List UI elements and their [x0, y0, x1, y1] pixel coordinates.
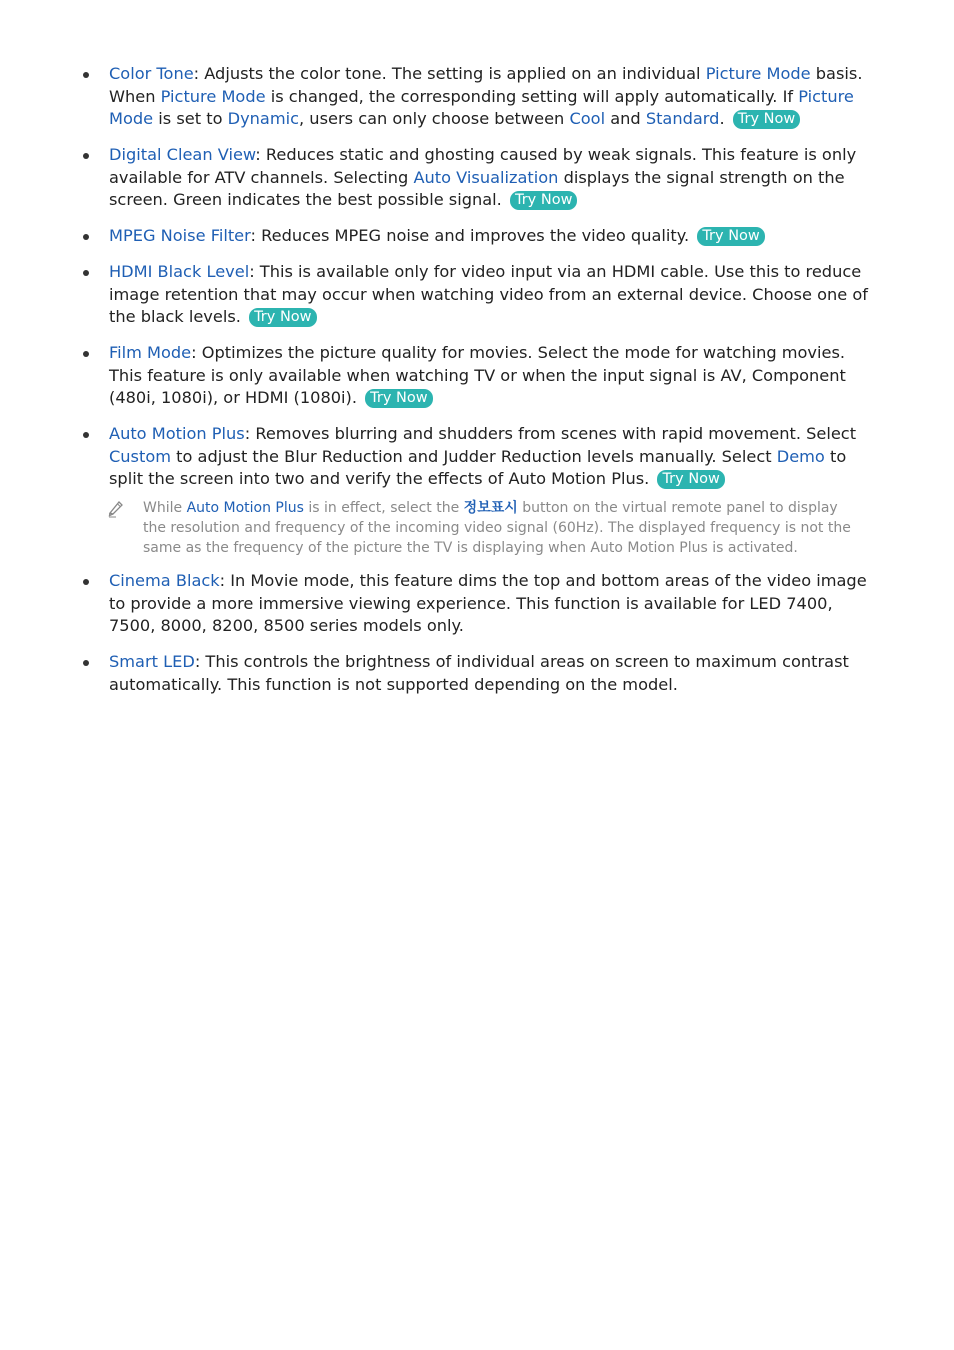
text: to adjust the Blur Reduction and Judder Reduction levels manually. Select	[171, 446, 777, 466]
term-color-tone: Color Tone	[109, 64, 194, 83]
list-item-film-mode	[0, 342, 883, 410]
bullet	[83, 153, 89, 159]
bullet	[83, 432, 89, 438]
pencil-icon	[106, 498, 126, 518]
text: is in effect, select the	[303, 500, 464, 516]
text: is changed, the corresponding setting will apply automatically. If	[265, 86, 799, 106]
text: : This is available only for video input via an HDMI cable. Use this to reduce image retention that may occur when watching video from an external device. Choose one of the black levels.	[109, 262, 868, 326]
bullet	[83, 579, 89, 585]
term-auto-motion-plus: Auto Motion Plus	[186, 500, 304, 516]
try-now-button-film-mode[interactable]: Try Now	[365, 389, 432, 408]
term-hdmi-black-level: HDMI Black Level	[109, 262, 250, 281]
term-picture-mode: Picture Mode	[160, 86, 266, 106]
try-now-button-color-tone[interactable]: Try Now	[733, 110, 800, 129]
term-dynamic: Dynamic	[227, 109, 300, 128]
term-cinema-black: Cinema Black	[109, 571, 220, 590]
bullet	[83, 660, 89, 666]
text: is set to	[153, 109, 228, 128]
text: : This controls the brightness of individual areas on screen to maximum contrast automatically. This function is not supported depending on the model.	[109, 652, 849, 694]
try-now-button-mpeg-noise-filter[interactable]: Try Now	[697, 227, 764, 246]
try-now-button-auto-motion-plus[interactable]: Try Now	[657, 470, 724, 489]
term-custom: Custom	[109, 446, 172, 466]
term-auto-visualization: Auto Visualization	[413, 167, 559, 187]
term-auto-motion-plus: Auto Motion Plus	[109, 424, 245, 443]
text: basis. When	[109, 64, 863, 106]
list-item-cinema-black	[0, 570, 883, 638]
text: , users can only choose between	[299, 109, 570, 128]
term-film-mode: Film Mode	[109, 343, 192, 362]
try-now-button-digital-clean-view[interactable]: Try Now	[510, 191, 577, 210]
text: : Optimizes the picture quality for movies. Select the mode for watching movies. This feature is only available when watching TV or when the input signal is AV, Component (480i, 1080i), or HDMI (1080i).	[109, 343, 846, 407]
term-mpeg-noise-filter: MPEG Noise Filter	[109, 226, 251, 245]
picture-settings-list	[0, 63, 954, 710]
text: .	[719, 109, 725, 128]
list-item-hdmi-black-level	[0, 261, 883, 329]
term-info-button: 정보표시	[463, 500, 518, 516]
note-auto-motion-plus	[0, 498, 865, 558]
list-item-color-tone	[0, 63, 883, 131]
text: displays the signal strength on the screen. Green indicates the best possible signal.	[109, 167, 845, 209]
text: : Adjusts the color tone. The setting is applied on an individual	[193, 64, 706, 83]
bullet	[83, 72, 89, 78]
term-digital-clean-view: Digital Clean View	[109, 145, 256, 164]
term-standard: Standard	[645, 109, 720, 128]
text: : Reduces MPEG noise and improves the video quality.	[250, 226, 690, 245]
text: While	[143, 500, 187, 516]
text: : Reduces static and ghosting caused by weak signals. This feature is only available for ATV channels. Selecting	[109, 145, 857, 187]
text: button on the virtual remote panel to display the resolution and frequency of the incoming video signal (60Hz). The displayed frequency is not the same as the frequency of the picture the TV is displaying when Auto Motion Plus is activated.	[143, 500, 851, 556]
try-now-button-hdmi-black-level[interactable]: Try Now	[249, 308, 316, 327]
bullet	[83, 351, 89, 357]
term-cool: Cool	[569, 109, 606, 128]
text: and	[605, 109, 646, 128]
bullet	[83, 270, 89, 276]
text: to split the screen into two and verify the effects of Auto Motion Plus.	[109, 446, 847, 488]
term-picture-mode: Picture Mode	[109, 86, 854, 128]
list-item-smart-led	[0, 651, 883, 696]
list-item-auto-motion-plus	[0, 423, 883, 491]
bullet	[83, 234, 89, 240]
term-demo: Demo	[776, 446, 825, 466]
term-picture-mode: Picture Mode	[705, 64, 811, 83]
list-item-digital-clean-view	[0, 144, 883, 212]
term-smart-led: Smart LED	[109, 652, 195, 671]
text: : In Movie mode, this feature dims the top and bottom areas of the video image to provide a more immersive viewing experience. This function is available for LED 7400, 7500, 8000, 8200, 8500 series models only.	[109, 571, 867, 635]
list-item-mpeg-noise-filter	[0, 225, 883, 248]
text: : Removes blurring and shudders from scenes with rapid movement. Select	[244, 424, 857, 443]
